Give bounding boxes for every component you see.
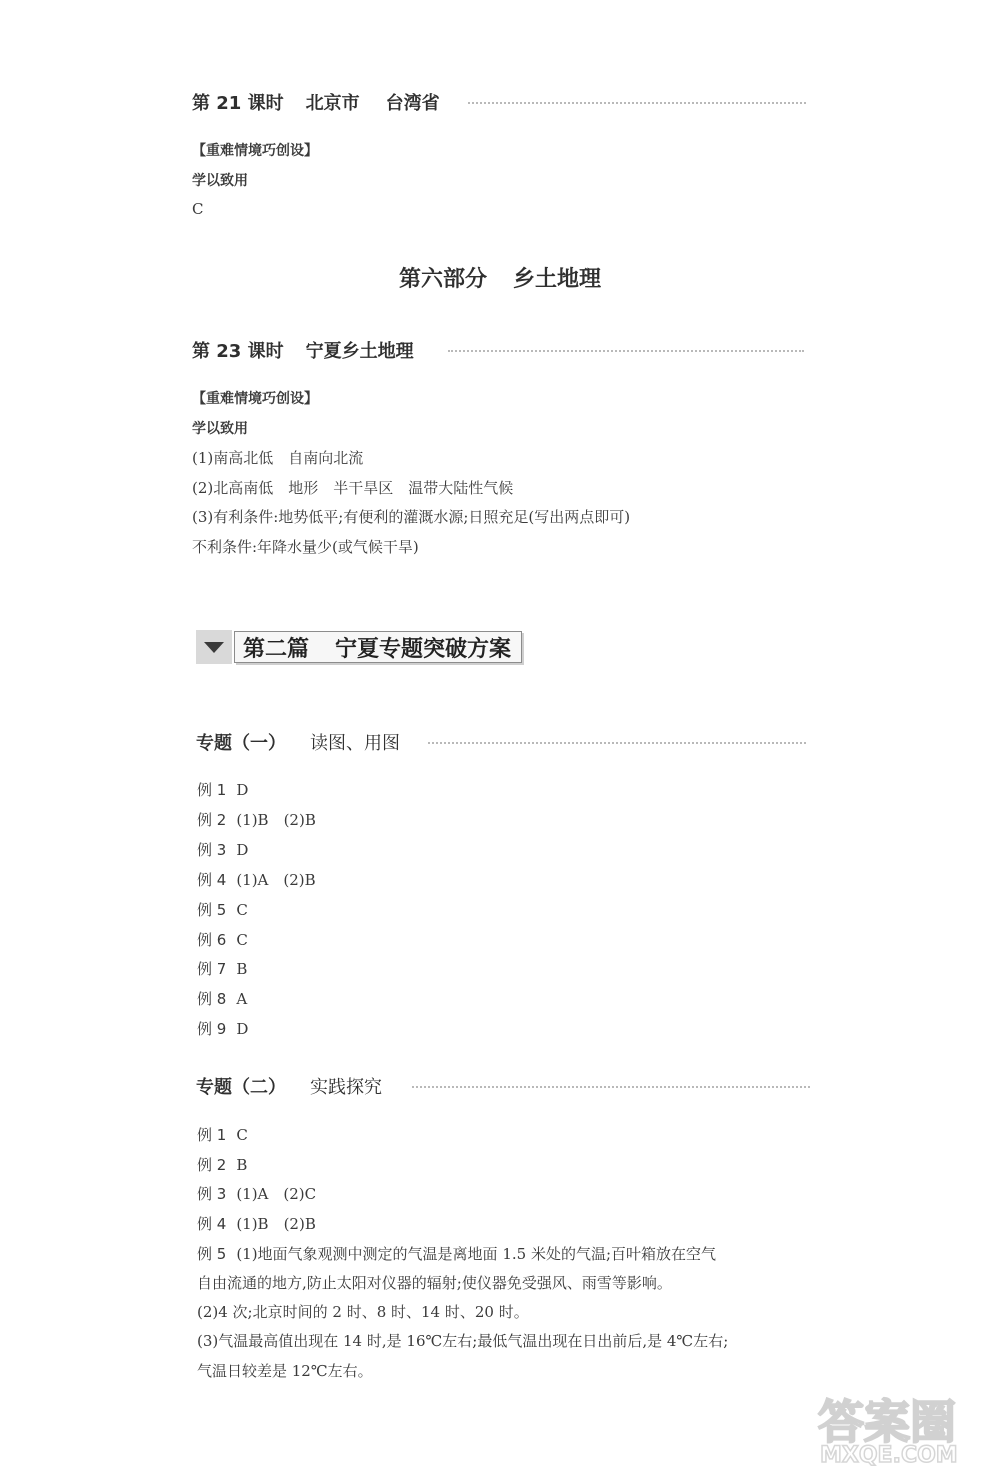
example-row: 例 7 B [197, 960, 248, 978]
banner-title-1: 第二篇 [243, 636, 310, 662]
example-row: 例 4 (1)B (2)B [197, 1215, 316, 1233]
banner-title-2: 宁夏专题突破方案 [335, 636, 512, 662]
example-row: 例 5 (1)地面气象观测中测定的气温是离地面 1.5 米处的气温;百叶箱放在空气 [197, 1245, 717, 1263]
lesson-23-number: 第 23 课时 [192, 341, 284, 362]
svg-text:答案圈: 答案圈 [818, 1395, 956, 1449]
example-row: 例 6 C [197, 931, 248, 949]
lesson-23-subheading: 学以致用 [192, 421, 248, 437]
lesson-21-title-1: 北京市 [305, 93, 360, 114]
banner-arrow-box [196, 630, 232, 664]
example-row: 例 1 D [197, 781, 249, 799]
lesson-23-answer-line: (3)有利条件:地势低平;有便利的灌溉水源;日照充足(写出两点即可) [192, 508, 631, 526]
part-6-title-2: 乡土地理 [513, 267, 602, 292]
lesson-23-heading [192, 336, 812, 364]
lesson-23-answer-line: 不利条件:年降水量少(或气候干旱) [192, 538, 419, 556]
svg-text:MXQE.COM: MXQE.COM [820, 1443, 958, 1468]
example-row: 例 3 D [197, 841, 249, 859]
topic-1-heading [196, 728, 808, 756]
lesson-23-answer-line: (2)北高南低 地形 半干旱区 温带大陆性气候 [192, 479, 514, 497]
example-row: 例 8 A [197, 990, 248, 1008]
example-row: 例 3 (1)A (2)C [197, 1185, 317, 1203]
part-6-title [0, 262, 1000, 293]
lesson-21-title-2: 台湾省 [385, 93, 440, 114]
example-row: 例 4 (1)A (2)B [197, 871, 316, 889]
topic-2-label: 专题（二） [196, 1077, 286, 1098]
example-row: 例 2 (1)B (2)B [197, 811, 316, 829]
topic-1-label: 专题（一） [196, 733, 286, 754]
example-row: 例 9 D [197, 1020, 249, 1038]
banner-label [234, 631, 522, 663]
heading-dotted-rule [428, 742, 806, 744]
answer-continuation-line: 气温日较差是 12℃左右。 [197, 1362, 373, 1380]
topic-2-heading [196, 1072, 812, 1100]
answer-continuation-line: (2)4 次;北京时间的 2 时、8 时、14 时、20 时。 [197, 1303, 529, 1321]
heading-dotted-rule [468, 102, 806, 104]
lesson-21-subheading: 学以致用 [192, 173, 248, 189]
example-row: 例 2 B [197, 1156, 248, 1174]
lesson-23-title: 宁夏乡土地理 [305, 341, 414, 362]
watermark-logo [808, 1388, 998, 1468]
heading-dotted-rule [412, 1086, 810, 1088]
heading-dotted-rule [448, 350, 804, 352]
topic-1-title: 读图、用图 [310, 733, 400, 754]
part-6-title-1: 第六部分 [398, 267, 487, 292]
lesson-21-answer: C [192, 200, 204, 218]
lesson-23-answer-line: (1)南高北低 自南向北流 [192, 449, 364, 467]
example-row: 例 1 C [197, 1126, 248, 1144]
answer-continuation-line: 自由流通的地方,防止太阳对仪器的辐射;使仪器免受强风、雨雪等影响。 [197, 1274, 672, 1292]
down-arrow-icon [202, 639, 226, 655]
topic-2-title: 实践探究 [310, 1077, 382, 1098]
lesson-21-heading [192, 88, 812, 116]
lesson-23-section-bracket: 【重难情境巧创设】 [192, 391, 318, 407]
lesson-21-section-bracket: 【重难情境巧创设】 [192, 143, 318, 159]
chapter-banner [196, 630, 522, 664]
answer-continuation-line: (3)气温最高值出现在 14 时,是 16℃左右;最低气温出现在日出前后,是 4℃左右; [197, 1332, 729, 1350]
lesson-21-number: 第 21 课时 [192, 93, 284, 114]
example-row: 例 5 C [197, 901, 248, 919]
